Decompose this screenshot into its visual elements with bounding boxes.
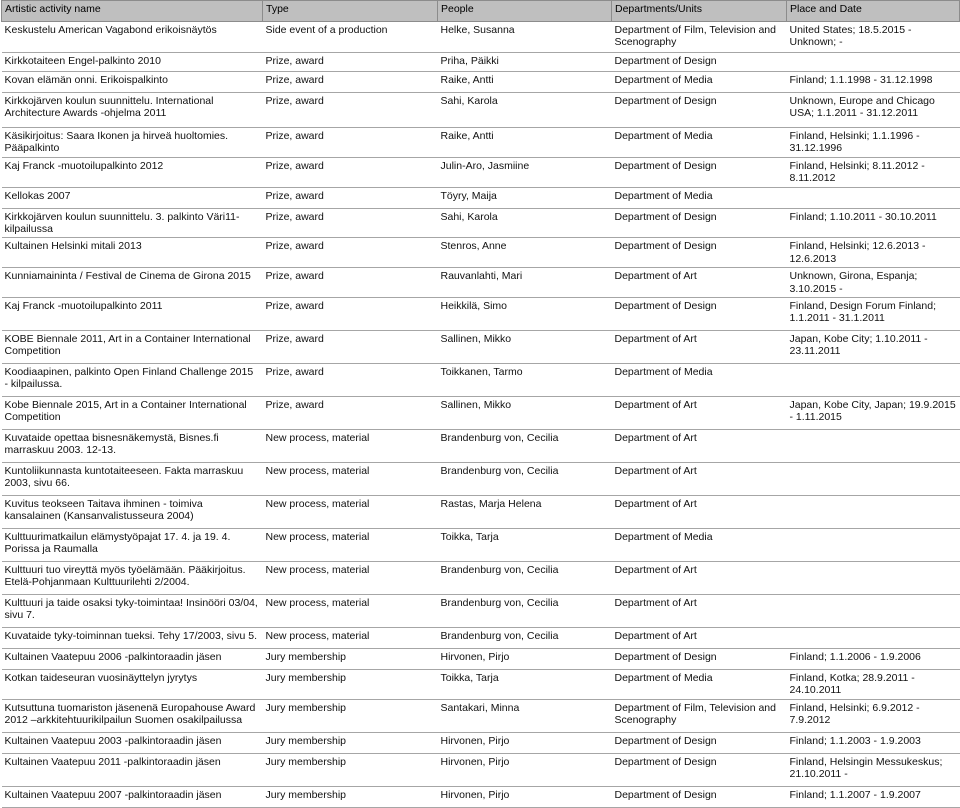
place-date-cell: Finland, Design Forum Finland; 1.1.2011 - 31.1.2011: [787, 298, 960, 331]
place-date-cell: Finland; 1.1.2006 - 1.9.2006: [787, 649, 960, 670]
table-row: [2, 463, 960, 496]
department-cell: Department of Media: [612, 72, 787, 93]
people-cell: Sallinen, Mikko: [438, 331, 612, 364]
type-cell: New process, material: [263, 529, 438, 562]
activity-name-cell: Kirkkojärven koulun suunnittelu. International Architecture Awards -ohjelma 2011: [2, 93, 263, 128]
department-cell: Department of Media: [612, 364, 787, 397]
department-cell: Department of Art: [612, 496, 787, 529]
department-cell: Department of Media: [612, 529, 787, 562]
table-row: [2, 670, 960, 700]
type-cell: Prize, award: [263, 364, 438, 397]
place-date-cell: Finland, Helsinki; 1.1.1996 - 31.12.1996: [787, 128, 960, 158]
table-body: [2, 22, 960, 808]
activity-name-cell: Kulttuuri tuo vireyttä myös työelämään. Pääkirjoitus. Etelä-Pohjanmaan Kulttuurilehti 2/2004.: [2, 562, 263, 595]
type-cell: Jury membership: [263, 670, 438, 700]
people-cell: Hirvonen, Pirjo: [438, 786, 612, 807]
type-cell: Prize, award: [263, 268, 438, 298]
type-cell: Jury membership: [263, 786, 438, 807]
table-row: [2, 562, 960, 595]
type-cell: Prize, award: [263, 128, 438, 158]
activity-name-cell: Kaj Franck -muotoilupalkinto 2012: [2, 157, 263, 187]
activity-name-cell: Kultainen Vaatepuu 2003 -palkintoraadin jäsen: [2, 732, 263, 753]
people-cell: Brandenburg von, Cecilia: [438, 628, 612, 649]
place-date-cell: Finland; 1.1.2007 - 1.9.2007: [787, 786, 960, 807]
activity-name-cell: Kobe Biennale 2015, Art in a Container International Competition: [2, 397, 263, 430]
place-date-cell: [787, 364, 960, 397]
people-cell: Brandenburg von, Cecilia: [438, 463, 612, 496]
people-cell: Brandenburg von, Cecilia: [438, 562, 612, 595]
department-cell: Department of Film, Television and Scenography: [612, 699, 787, 732]
place-date-cell: [787, 496, 960, 529]
activity-name-cell: Kultainen Helsinki mitali 2013: [2, 238, 263, 268]
table-row: [2, 53, 960, 72]
table-row: [2, 208, 960, 238]
place-date-cell: Unknown, Girona, Espanja; 3.10.2015 -: [787, 268, 960, 298]
department-cell: Department of Art: [612, 331, 787, 364]
people-cell: Brandenburg von, Cecilia: [438, 430, 612, 463]
table-row: [2, 128, 960, 158]
department-cell: Department of Design: [612, 53, 787, 72]
table-row: [2, 93, 960, 128]
people-cell: Sahi, Karola: [438, 208, 612, 238]
table-row: [2, 753, 960, 786]
place-date-cell: Finland; 1.10.2011 - 30.10.2011: [787, 208, 960, 238]
table-row: [2, 22, 960, 53]
place-date-cell: United States; 18.5.2015 - Unknown; -: [787, 22, 960, 53]
place-date-cell: Japan, Kobe City, Japan; 19.9.2015 - 1.11.2015: [787, 397, 960, 430]
activity-name-cell: Kellokas 2007: [2, 187, 263, 208]
activity-name-cell: Kultainen Vaatepuu 2011 -palkintoraadin jäsen: [2, 753, 263, 786]
activity-name-cell: Koodiaapinen, palkinto Open Finland Challenge 2015 - kilpailussa.: [2, 364, 263, 397]
people-cell: Toikkanen, Tarmo: [438, 364, 612, 397]
department-cell: Department of Media: [612, 128, 787, 158]
table-row: [2, 430, 960, 463]
activity-name-cell: Kovan elämän onni. Erikoispalkinto: [2, 72, 263, 93]
column-header-place-date: Place and Date: [787, 1, 960, 22]
department-cell: Department of Design: [612, 786, 787, 807]
department-cell: Department of Design: [612, 298, 787, 331]
activity-name-cell: Kultainen Vaatepuu 2006 -palkintoraadin jäsen: [2, 649, 263, 670]
place-date-cell: [787, 53, 960, 72]
people-cell: Toikka, Tarja: [438, 670, 612, 700]
type-cell: New process, material: [263, 496, 438, 529]
activity-name-cell: Kaj Franck -muotoilupalkinto 2011: [2, 298, 263, 331]
type-cell: Prize, award: [263, 331, 438, 364]
type-cell: Prize, award: [263, 397, 438, 430]
type-cell: Prize, award: [263, 187, 438, 208]
table-row: [2, 331, 960, 364]
department-cell: Department of Design: [612, 93, 787, 128]
place-date-cell: [787, 628, 960, 649]
people-cell: Helke, Susanna: [438, 22, 612, 53]
people-cell: Hirvonen, Pirjo: [438, 732, 612, 753]
department-cell: Department of Design: [612, 238, 787, 268]
activity-name-cell: Kutsuttuna tuomariston jäsenenä Europahouse Award 2012 –arkkitehtuurikilpailun Suomen osakilpailussa: [2, 699, 263, 732]
department-cell: Department of Art: [612, 562, 787, 595]
type-cell: Jury membership: [263, 649, 438, 670]
activity-name-cell: Kuvitus teokseen Taitava ihminen - toimiva kansalainen (Kansanvalistusseura 2004): [2, 496, 263, 529]
place-date-cell: [787, 187, 960, 208]
department-cell: Department of Design: [612, 208, 787, 238]
department-cell: Department of Design: [612, 753, 787, 786]
place-date-cell: Finland, Kotka; 28.9.2011 - 24.10.2011: [787, 670, 960, 700]
people-cell: Santakari, Minna: [438, 699, 612, 732]
department-cell: Department of Design: [612, 732, 787, 753]
activity-name-cell: Kultainen Vaatepuu 2007 -palkintoraadin jäsen: [2, 786, 263, 807]
type-cell: Prize, award: [263, 298, 438, 331]
table-row: [2, 595, 960, 628]
activity-name-cell: Kuvataide tyky-toiminnan tueksi. Tehy 17/2003, sivu 5.: [2, 628, 263, 649]
place-date-cell: Japan, Kobe City; 1.10.2011 - 23.11.2011: [787, 331, 960, 364]
type-cell: Prize, award: [263, 157, 438, 187]
table-row: [2, 157, 960, 187]
people-cell: Raike, Antti: [438, 72, 612, 93]
table-row: [2, 268, 960, 298]
header-row: [2, 1, 960, 22]
place-date-cell: Unknown, Europe and Chicago USA; 1.1.2011 - 31.12.2011: [787, 93, 960, 128]
table-row: [2, 628, 960, 649]
column-header-type: Type: [263, 1, 438, 22]
column-header-departments: Departments/Units: [612, 1, 787, 22]
activity-name-cell: Kuntoliikunnasta kuntotaiteeseen. Fakta marraskuu 2003, sivu 66.: [2, 463, 263, 496]
place-date-cell: Finland; 1.1.1998 - 31.12.1998: [787, 72, 960, 93]
activity-name-cell: Keskustelu American Vagabond erikoisnäytös: [2, 22, 263, 53]
type-cell: New process, material: [263, 595, 438, 628]
place-date-cell: [787, 430, 960, 463]
type-cell: New process, material: [263, 430, 438, 463]
activity-name-cell: Kuvataide opettaa bisnesnäkemystä, Bisnes.fi marraskuu 2003. 12-13.: [2, 430, 263, 463]
table-row: [2, 496, 960, 529]
type-cell: New process, material: [263, 463, 438, 496]
department-cell: Department of Art: [612, 595, 787, 628]
department-cell: Department of Art: [612, 268, 787, 298]
department-cell: Department of Art: [612, 628, 787, 649]
people-cell: Rauvanlahti, Mari: [438, 268, 612, 298]
activity-name-cell: Käsikirjoitus: Saara Ikonen ja hirveä huoltomies. Pääpalkinto: [2, 128, 263, 158]
people-cell: Raike, Antti: [438, 128, 612, 158]
department-cell: Department of Art: [612, 463, 787, 496]
people-cell: Stenros, Anne: [438, 238, 612, 268]
place-date-cell: Finland; 1.1.2003 - 1.9.2003: [787, 732, 960, 753]
people-cell: Rastas, Marja Helena: [438, 496, 612, 529]
type-cell: Jury membership: [263, 732, 438, 753]
activity-name-cell: Kotkan taideseuran vuosinäyttelyn jyrytys: [2, 670, 263, 700]
place-date-cell: Finland, Helsinki; 8.11.2012 - 8.11.2012: [787, 157, 960, 187]
people-cell: Toikka, Tarja: [438, 529, 612, 562]
department-cell: Department of Media: [612, 187, 787, 208]
place-date-cell: [787, 529, 960, 562]
people-cell: Sallinen, Mikko: [438, 397, 612, 430]
place-date-cell: [787, 463, 960, 496]
table-row: [2, 649, 960, 670]
people-cell: Sahi, Karola: [438, 93, 612, 128]
type-cell: Prize, award: [263, 93, 438, 128]
table-row: [2, 699, 960, 732]
people-cell: Hirvonen, Pirjo: [438, 649, 612, 670]
people-cell: Töyry, Maija: [438, 187, 612, 208]
table-row: [2, 298, 960, 331]
department-cell: Department of Media: [612, 670, 787, 700]
type-cell: Jury membership: [263, 753, 438, 786]
people-cell: Julin-Aro, Jasmiine: [438, 157, 612, 187]
activity-name-cell: Kulttuurimatkailun elämystyöpajat 17. 4. ja 19. 4. Porissa ja Raumalla: [2, 529, 263, 562]
activity-name-cell: KOBE Biennale 2011, Art in a Container International Competition: [2, 331, 263, 364]
type-cell: New process, material: [263, 628, 438, 649]
department-cell: Department of Film, Television and Scenography: [612, 22, 787, 53]
place-date-cell: [787, 562, 960, 595]
department-cell: Department of Art: [612, 397, 787, 430]
department-cell: Department of Design: [612, 649, 787, 670]
activity-name-cell: Kulttuuri ja taide osaksi tyky-toimintaa! Insinööri 03/04, sivu 7.: [2, 595, 263, 628]
type-cell: Jury membership: [263, 699, 438, 732]
table-row: [2, 238, 960, 268]
table-row: [2, 364, 960, 397]
table-row: [2, 529, 960, 562]
type-cell: Prize, award: [263, 53, 438, 72]
place-date-cell: Finland, Helsinki; 12.6.2013 - 12.6.2013: [787, 238, 960, 268]
type-cell: Prize, award: [263, 72, 438, 93]
place-date-cell: Finland, Helsingin Messukeskus; 21.10.2011 -: [787, 753, 960, 786]
activity-name-cell: Kunniamaininta / Festival de Cinema de Girona 2015: [2, 268, 263, 298]
table-row: [2, 786, 960, 807]
type-cell: Prize, award: [263, 238, 438, 268]
activities-table: [1, 0, 960, 808]
activity-name-cell: Kirkkotaiteen Engel-palkinto 2010: [2, 53, 263, 72]
table-row: [2, 187, 960, 208]
place-date-cell: [787, 595, 960, 628]
activity-name-cell: Kirkkojärven koulun suunnittelu. 3. palkinto Väri11-kilpailussa: [2, 208, 263, 238]
people-cell: Heikkilä, Simo: [438, 298, 612, 331]
people-cell: Priha, Päikki: [438, 53, 612, 72]
type-cell: Side event of a production: [263, 22, 438, 53]
department-cell: Department of Design: [612, 157, 787, 187]
column-header-people: People: [438, 1, 612, 22]
type-cell: New process, material: [263, 562, 438, 595]
table-row: [2, 732, 960, 753]
place-date-cell: Finland, Helsinki; 6.9.2012 - 7.9.2012: [787, 699, 960, 732]
people-cell: Hirvonen, Pirjo: [438, 753, 612, 786]
people-cell: Brandenburg von, Cecilia: [438, 595, 612, 628]
table-row: [2, 72, 960, 93]
column-header-activity-name: Artistic activity name: [2, 1, 263, 22]
type-cell: Prize, award: [263, 208, 438, 238]
table-row: [2, 397, 960, 430]
department-cell: Department of Art: [612, 430, 787, 463]
